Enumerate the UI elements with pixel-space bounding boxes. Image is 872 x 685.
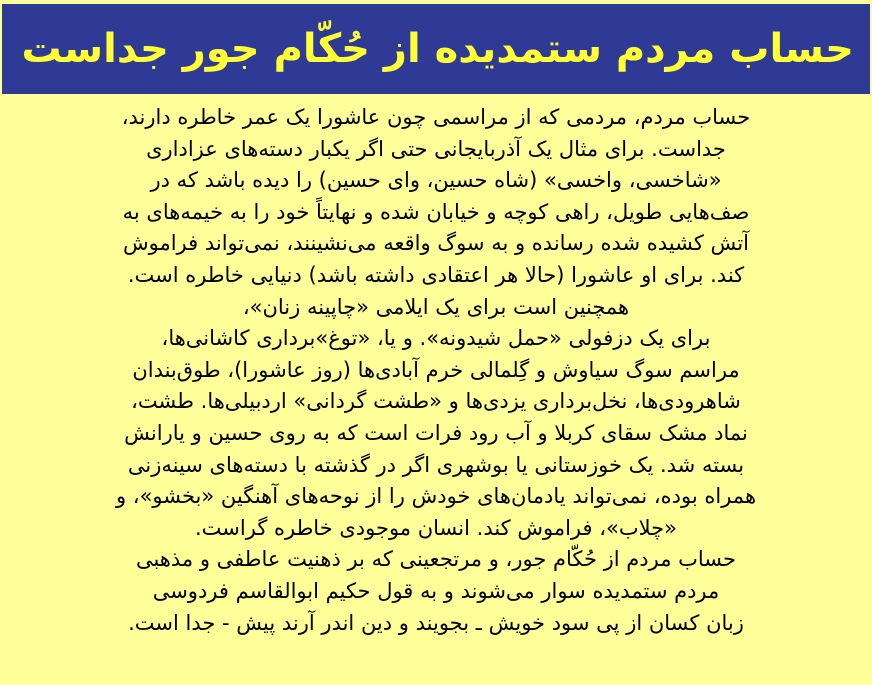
title-banner <box>2 4 870 94</box>
body-line: همچنین است برای یک ایلامی «چاپینه زنان»، <box>242 294 630 319</box>
body-line: مردم ستمدیده سوار می‌شوند و به قول حکیم ابوالقاسم فردوسی <box>152 578 720 603</box>
article-body <box>0 102 872 639</box>
page-title: حساب مردم ستمدیده از حُکّام جور جداست <box>21 26 854 72</box>
body-line: نماد مشک سقای کربلا و آب رود فرات است که به روی حسین و یارانش <box>124 420 748 445</box>
body-line: برای یک دزفولی «حمل شیدونه». و یا، «توغ»برداری کاشانی‌ها، <box>161 326 711 351</box>
body-line: حساب مردم از حُکّام جور، و مرتجعینی که بر ذهنیت عاطفی و مذهبی <box>135 547 737 572</box>
body-line: مراسم سوگ سیاوش و گِلمالی خرم آبادی‌ها (روز عاشورا)، طوق‌بندان <box>132 357 740 382</box>
body-line: «شاخسی، واخسی» (شاه حسین، وای حسین) را دیده باشد که در <box>150 168 722 193</box>
body-line: همراه بوده، نمی‌تواند یادمان‌های خودش را از نوحه‌های آهنگین «بخشو»، و <box>115 484 757 509</box>
body-line: صف‌هایی طویل، راهی کوچه و خیابان شده و نهایتاً خود را به خیمه‌های به <box>122 199 750 224</box>
body-line: حساب مردم، مردمی که از مراسمی چون عاشورا یک عمر خاطره دارند، <box>121 105 751 129</box>
body-line: بسته شد. یک خوزستانی یا بوشهری اگر در گذشته با دسته‌های سینه‌زنی <box>127 452 745 477</box>
body-line: زبان کسان از پی سود خویش ـ بجویند و دین اندر آرند پیش - جدا است. <box>128 610 744 635</box>
body-line: کند. برای او عاشورا (حالا هر اعتقادی داشته باشد) دنیایی خاطره است. <box>127 262 745 287</box>
body-line: «چلاب»، فراموش کند. انسان موجودی خاطره گراست. <box>195 515 677 540</box>
body-line: آتش کشیده شده رسانده و به سوگ واقعه می‌نشینند، نمی‌تواند فراموش <box>122 231 750 256</box>
body-line: شاهرودی‌ها، نخل‌برداری یزدی‌ها و «طشت گردانی» اردبیلی‌ها. طشت، <box>131 389 741 414</box>
body-line: جداست. برای مثال یک آذربایجانی حتی اگر یکبار دسته‌های عزاداری <box>146 136 726 161</box>
